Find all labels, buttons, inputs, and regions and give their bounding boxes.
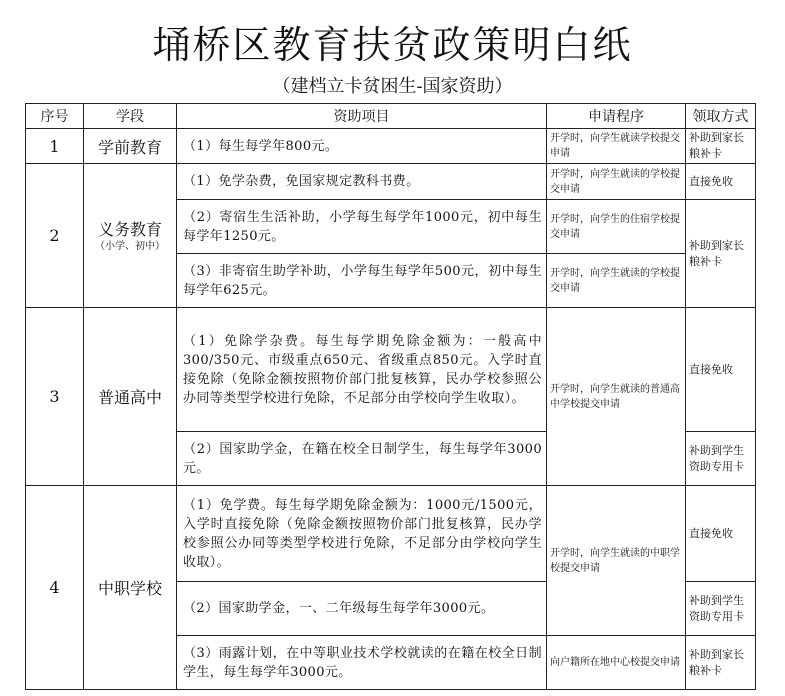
collection-method: 直接免收 — [686, 486, 756, 582]
aid-item: （2）寄宿生生活补助，小学每生每学年1000元，初中每生每学年1250元。 — [177, 200, 547, 254]
collection-method: 补助到家长粮补卡 — [686, 200, 756, 308]
aid-item: （3）雨露计划，在中等职业技术学校就读的在籍在校全日制学生，每生每学年3000元。 — [177, 636, 547, 690]
application-procedure: 开学时，向学生就读的学校提交申请 — [547, 254, 686, 308]
aid-item: （3）非寄宿生助学补助，小学每生每学年500元，初中每生每学年625元。 — [177, 254, 547, 308]
application-procedure: 开学时，向学生就读的普通高中学校提交申请 — [547, 308, 686, 486]
table-row — [26, 308, 756, 432]
aid-item: （1）每生每学年800元。 — [177, 129, 547, 164]
collection-method: 直接免收 — [686, 164, 756, 200]
aid-item: （1）免除学杂费。每生每学期免除金额为：一般高中300/350元、市级重点650元、省级重点850元。入学时直接免除（免除金额按照物价部门批复核算，民办学校参照公办同等类型学校进行免除，不足部分由学校向学生收取）。 — [177, 308, 547, 432]
row-index: 3 — [26, 308, 84, 486]
page-subtitle: （建档立卡贫困生-国家资助） — [272, 76, 513, 97]
table-row — [26, 164, 756, 200]
collection-method: 补助到学生资助专用卡 — [686, 582, 756, 636]
row-index: 1 — [26, 129, 84, 164]
page-title: 埇桥区教育扶贫政策明白纸 — [152, 23, 633, 67]
collection-method: 补助到家长粮补卡 — [686, 129, 756, 164]
row-stage: 学前教育 — [84, 129, 177, 164]
application-procedure: 开学时，向学生就读学校提交申请 — [547, 129, 686, 164]
table-row — [26, 129, 756, 164]
application-procedure: 开学时，向学生就读的学校提交申请 — [547, 164, 686, 200]
header-index: 序号 — [26, 104, 84, 129]
aid-item: （2）国家助学金，一、二年级每生每学年3000元。 — [177, 582, 547, 636]
header-item: 资助项目 — [177, 104, 547, 129]
aid-item: （1）免学杂费，免国家规定教科书费。 — [177, 164, 547, 200]
collection-method: 补助到家长粮补卡 — [686, 636, 756, 690]
header-procedure: 申请程序 — [547, 104, 686, 129]
application-procedure: 向户籍所在地中心校提交申请 — [547, 636, 686, 690]
header-stage: 学段 — [84, 104, 177, 129]
row-stage: 中职学校 — [84, 486, 177, 690]
row-stage — [84, 164, 177, 308]
collection-method: 补助到学生资助专用卡 — [686, 432, 756, 486]
row-index: 4 — [26, 486, 84, 690]
header-method: 领取方式 — [686, 104, 756, 129]
stage-note: （小学、初中） — [95, 241, 165, 252]
table-header-row — [26, 104, 756, 129]
application-procedure: 开学时，向学生的住宿学校提交申请 — [547, 200, 686, 254]
aid-item: （1）免学费。每生每学期免除金额为：1000元/1500元，入学时直接免除（免除金额按照物价部门批复核算，民办学校参照公办同等类型学校进行免除，不足部分由学校向学生收取）。 — [177, 486, 547, 582]
row-index: 2 — [26, 164, 84, 308]
row-stage: 普通高中 — [84, 308, 177, 486]
application-procedure: 开学时，向学生就读的中职学校提交申请 — [547, 486, 686, 636]
aid-item: （2）国家助学金，在籍在校全日制学生，每生每学年3000元。 — [177, 432, 547, 486]
collection-method: 直接免收 — [686, 308, 756, 432]
table-row — [26, 486, 756, 582]
stage-name: 义务教育 — [97, 220, 162, 239]
policy-table — [25, 103, 756, 690]
